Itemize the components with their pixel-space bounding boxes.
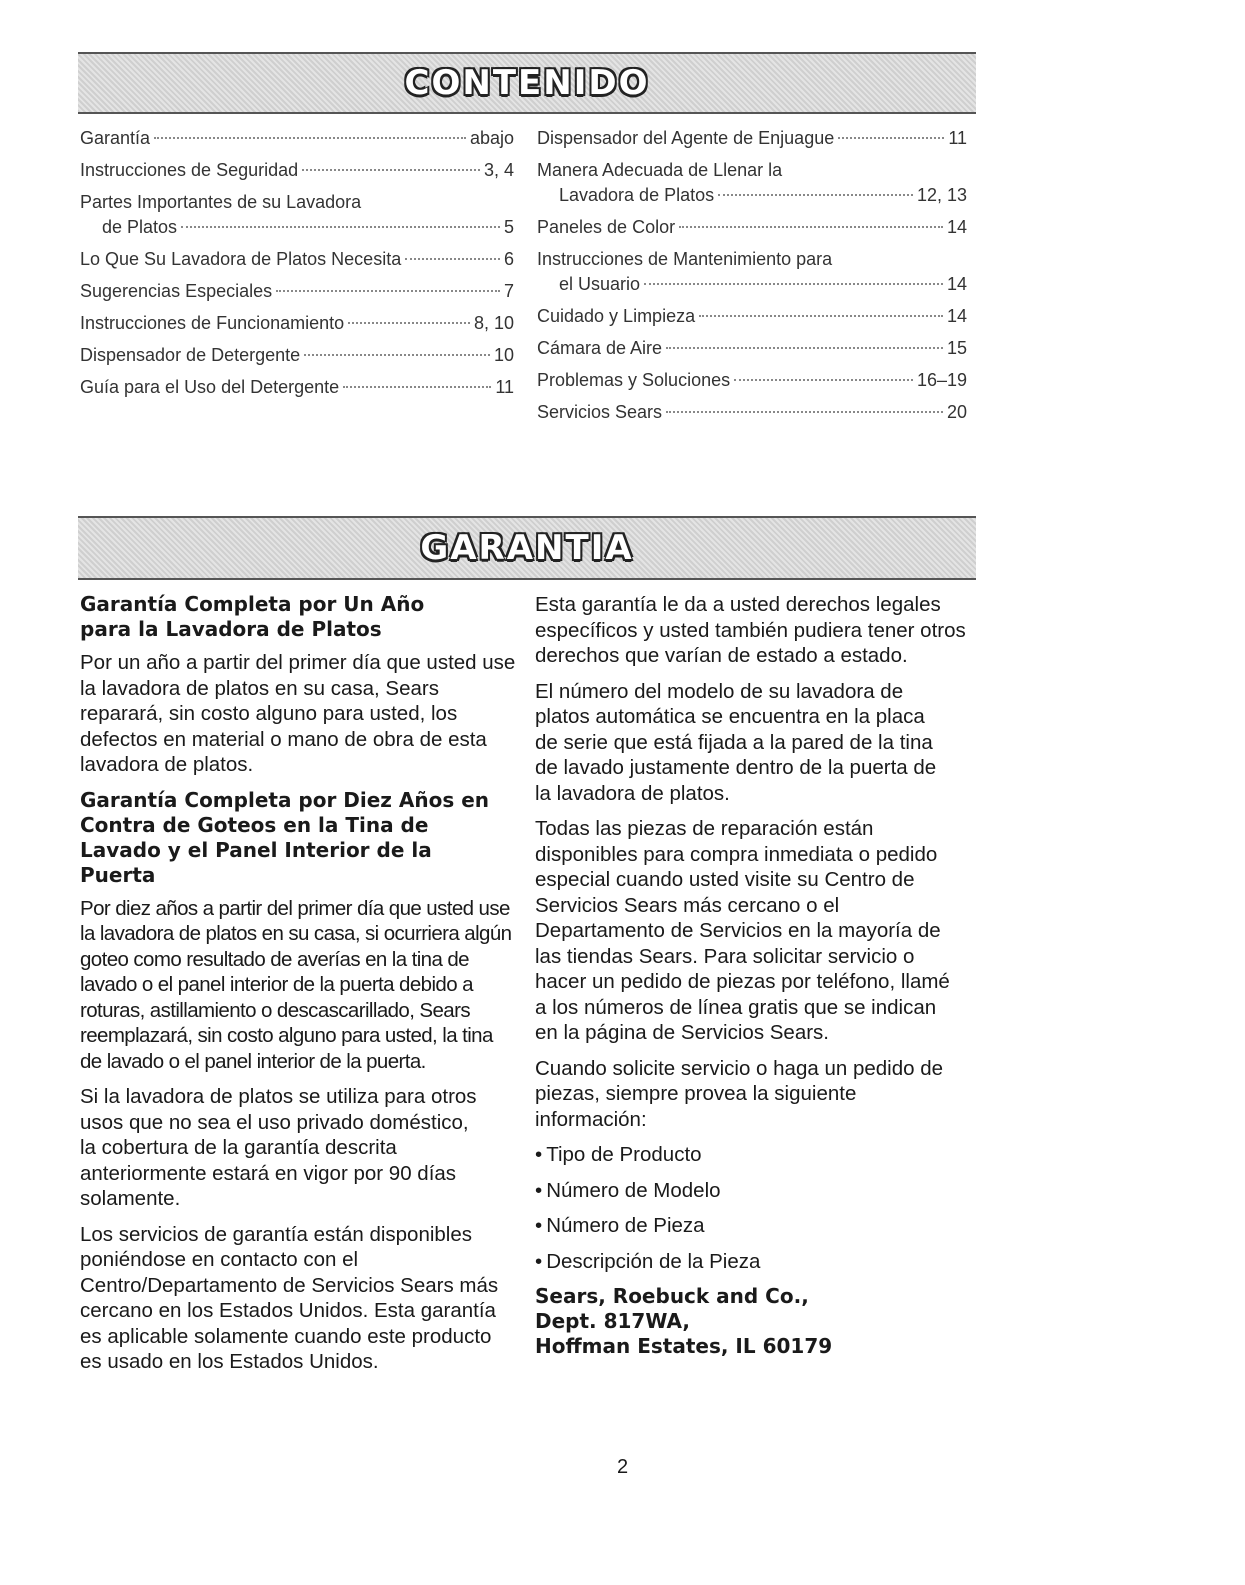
toc-entry-page: 16–19 xyxy=(916,370,967,390)
toc-entry-page: 11 xyxy=(495,377,514,397)
toc-entry-page: 10 xyxy=(493,345,514,365)
toc-entry xyxy=(80,375,514,400)
toc-entry-label: Instrucciones de Mantenimiento para xyxy=(537,249,833,269)
toc-entry-page: 5 xyxy=(503,217,514,237)
warranty-left-column xyxy=(80,592,516,1385)
toc-entry xyxy=(80,279,514,304)
toc-entry-label: Instrucciones de Funcionamiento xyxy=(80,313,345,333)
toc-entry xyxy=(537,126,967,151)
warranty-banner xyxy=(78,516,976,580)
toc-dot-leader xyxy=(666,411,943,413)
toc-entry-label: Dispensador de Detergente xyxy=(80,345,301,365)
toc-dot-leader xyxy=(666,347,943,349)
address-line: Hoffman Estates, IL 60179 xyxy=(535,1334,833,1358)
contents-title: CONTENIDO xyxy=(404,63,650,103)
toc-entry-page: 12, 13 xyxy=(916,185,967,205)
toc-entry xyxy=(80,247,514,272)
toc-entry-page: abajo xyxy=(469,128,514,148)
toc-entry xyxy=(80,158,514,183)
toc-entry-page: 20 xyxy=(946,402,967,422)
toc-entry-label: de Platos xyxy=(102,217,178,237)
sears-address xyxy=(535,1284,975,1359)
bullet-icon: • xyxy=(535,1214,543,1237)
ten-year-warranty-heading: Garantía Completa por Diez Años en Contra de Goteos en la Tina de Lavado y el Panel Interior de la Puerta xyxy=(80,787,490,887)
warranty-service-text: Los servicios de garantía están disponibles poniéndose en contacto con el Centro/Departamento de Servicios Sears más cercano en los Estados Unidos. Esta garantía es aplicable solamente cuando este producto es usado en los Estados Unidos. xyxy=(80,1222,499,1373)
toc-dot-leader xyxy=(343,386,491,388)
bullet-icon: • xyxy=(535,1178,543,1202)
bullet-icon: • xyxy=(535,1249,543,1273)
ten-year-warranty-text: Por diez años a partir del primer día que usted use la lavadora de platos en su casa, si ocurriera algún goteo como resultado de averías en la tina de lavado o el panel interior de la puerta debido a roturas, astillamiento o descascarillado, Sears reemplazará, sin costo alguno para usted, la tina de lavado o el panel interior de la puerta. xyxy=(80,896,512,1073)
toc-dot-leader xyxy=(304,354,490,356)
contents-banner xyxy=(78,52,976,114)
toc-dot-leader xyxy=(734,379,913,381)
toc-entry-label: Guía para el Uso del Detergente xyxy=(80,377,340,397)
toc-entry-label: Sugerencias Especiales xyxy=(80,281,273,301)
toc-entry-label: Partes Importantes de su Lavadora xyxy=(80,192,362,212)
list-item: • Descripción de la Pieza xyxy=(535,1249,761,1273)
page-number: 2 xyxy=(616,1456,629,1478)
toc-entry xyxy=(537,400,967,425)
toc-dot-leader xyxy=(699,315,943,317)
toc-entry-label: Cámara de Aire xyxy=(537,338,663,358)
legal-rights-text: Esta garantía le da a usted derechos legales específicos y usted también pudiera tener otros derechos que varían de estado a estado. xyxy=(535,593,966,667)
toc-dot-leader xyxy=(348,322,470,324)
warranty-title: GARANTIA xyxy=(420,528,634,568)
toc-entry xyxy=(537,247,967,297)
address-line: Sears, Roebuck and Co., xyxy=(535,1284,809,1308)
toc-entry-label: Garantía xyxy=(80,128,151,148)
toc-entry-label: Lo Que Su Lavadora de Platos Necesita xyxy=(80,249,402,269)
commercial-use-text: Si la lavadora de platos se utiliza para otros usos que no sea el uso privado doméstico, la cobertura de la garantía descrita anteriormente estará en vigor por 90 días solamente. xyxy=(80,1085,477,1210)
toc-entry xyxy=(537,336,967,361)
toc-entry-label: Dispensador del Agente de Enjuague xyxy=(537,128,835,148)
warranty-right-column xyxy=(535,592,975,1359)
toc-entry xyxy=(537,368,967,393)
list-item: • Número de Modelo xyxy=(535,1178,721,1202)
toc-entry xyxy=(537,215,967,240)
toc-entry-page: 8, 10 xyxy=(473,313,514,333)
toc-entry xyxy=(537,304,967,329)
toc-entry-label: Lavadora de Platos xyxy=(559,185,715,205)
toc-dot-leader xyxy=(276,290,500,292)
toc-entry-label: el Usuario xyxy=(559,274,641,294)
bullet-icon: • xyxy=(535,1143,543,1166)
toc-entry-label: Servicios Sears xyxy=(537,402,663,422)
toc-entry-page: 14 xyxy=(946,306,967,326)
list-item: • Número de Pieza xyxy=(535,1214,705,1237)
toc-entry-label: Instrucciones de Seguridad xyxy=(80,160,299,180)
repair-parts-text: Todas las piezas de reparación están disponibles para compra inmediata o pedido especial cuando usted visite su Centro de Servicios Sears más cercano o el Departamento de Servicios en la mayoría de las tiendas Sears. Para solicitar servicio o hacer un pedido de piezas por teléfono, llamé a los números de línea gratis que se indican en la página de Servicios Sears. xyxy=(535,817,950,1044)
toc-entry xyxy=(80,311,514,336)
model-number-text: El número del modelo de su lavadora de platos automática se encuentra en la placa de serie que está fijada a la pared de la tina de lavado justamente dentro de la puerta de la lavadora de platos. xyxy=(535,679,937,805)
toc-dot-leader xyxy=(838,137,944,139)
toc-dot-leader xyxy=(181,226,500,228)
toc-right-column xyxy=(537,126,967,432)
toc-entry-page: 14 xyxy=(946,217,967,237)
toc-entry-page: 3, 4 xyxy=(483,160,514,180)
toc-entry-page: 14 xyxy=(946,274,967,294)
toc-left-column xyxy=(80,126,514,407)
toc-dot-leader xyxy=(679,226,943,228)
toc-dot-leader xyxy=(718,194,913,196)
toc-entry xyxy=(80,126,514,151)
one-year-warranty-text: Por un año a partir del primer día que usted use la lavadora de platos en su casa, Sears reparará, sin costo alguno para usted, los defectos en material o mano de obra de esta lavadora de platos. xyxy=(80,651,516,776)
toc-entry xyxy=(80,190,514,240)
one-year-warranty-heading: Garantía Completa por Un Año para la Lavadora de Platos xyxy=(80,592,425,641)
toc-dot-leader xyxy=(405,258,500,260)
toc-dot-leader xyxy=(302,169,480,171)
list-item: • Tipo de Producto xyxy=(535,1143,702,1166)
address-line: Dept. 817WA, xyxy=(535,1309,690,1333)
service-info-text: Cuando solicite servicio o haga un pedido de piezas, siempre provea la siguiente información: xyxy=(535,1056,943,1131)
info-list xyxy=(535,1142,975,1274)
toc-entry-label: Problemas y Soluciones xyxy=(537,370,731,390)
toc-entry-page: 15 xyxy=(946,338,967,358)
toc-entry-page: 7 xyxy=(503,281,514,301)
toc-entry-label: Cuidado y Limpieza xyxy=(537,306,696,326)
toc-entry-label: Manera Adecuada de Llenar la xyxy=(537,160,783,180)
toc-entry-label: Paneles de Color xyxy=(537,217,676,237)
toc-entry-page: 6 xyxy=(503,249,514,269)
toc-dot-leader xyxy=(644,283,943,285)
toc-entry-page: 11 xyxy=(948,128,967,148)
toc-dot-leader xyxy=(154,137,466,139)
toc-entry xyxy=(80,343,514,368)
toc-entry xyxy=(537,158,967,208)
